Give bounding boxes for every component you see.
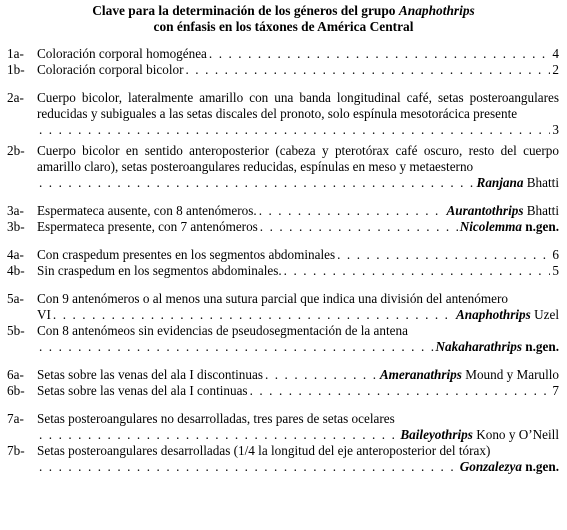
title-line-1	[0, 3, 567, 19]
title-text: Clave para la determinación de los géneros del grupo	[92, 3, 399, 18]
entry-text: Setas sobre las venas del ala I continuas	[37, 383, 248, 398]
entry-result	[436, 339, 560, 355]
genus-name: Gonzalezya	[459, 459, 522, 474]
entry-text: Con 8 antenómeos sin evidencias de pseudosegmentación de la antena	[37, 323, 408, 338]
entry-result	[477, 175, 559, 191]
entry-text: Coloración corporal homogénea	[37, 46, 207, 61]
leader-dots	[259, 203, 445, 219]
genus-author: n.gen.	[521, 219, 559, 234]
entry-text: Con 9 antenómeros o al menos una sutura parcial que indica una división del antenómero	[37, 291, 508, 306]
entry-result	[400, 427, 559, 443]
key-title	[0, 0, 567, 35]
genus-name: Ameranathrips	[379, 367, 462, 382]
entry-result	[460, 219, 559, 235]
key-entry	[0, 367, 567, 383]
entry-number: 7a-	[7, 411, 24, 426]
genus-name: Nicolemma	[459, 219, 522, 234]
couplet-3	[0, 203, 567, 235]
leader-dots	[39, 459, 458, 475]
entry-text: Sin craspedum en los segmentos abdominales.	[37, 263, 282, 278]
dichotomous-key	[0, 46, 567, 487]
key-entry	[0, 411, 567, 443]
key-entry	[0, 203, 567, 219]
entry-result	[446, 203, 559, 219]
genus-author: Uzel	[530, 307, 559, 322]
couplet-7	[0, 411, 567, 475]
genus-author: Bhatti	[523, 175, 559, 190]
entry-text: Cuerpo bicolor, lateralmente amarillo con una banda longitudinal café, setas posteroangulares reducidas y subiguales a las setas discales del pronoto, solo espínula mesotorácica presente	[37, 90, 559, 121]
couplet-2	[0, 90, 567, 191]
entry-number: 3a-	[7, 203, 24, 218]
entry-text: Espermateca presente, con 7 antenómeros	[37, 219, 258, 234]
entry-number: 2b-	[7, 143, 25, 158]
key-entry	[0, 247, 567, 263]
key-entry	[0, 90, 567, 138]
entry-text-continued: VI	[37, 307, 51, 322]
entry-result	[460, 459, 559, 475]
key-entry	[0, 62, 567, 78]
key-entry	[0, 263, 567, 279]
entry-text: Setas posteroangulares no desarrolladas, tres pares de setas ocelares	[37, 411, 395, 426]
entry-number: 5b-	[7, 323, 25, 338]
entry-lead: 4	[552, 46, 559, 61]
key-entry	[0, 143, 567, 191]
genus-name: Ranjana	[476, 175, 524, 190]
entry-lead: 2	[552, 62, 559, 77]
leader-dots	[39, 175, 475, 191]
title-line-2: con énfasis en los táxones de América Central	[153, 19, 414, 34]
genus-name: Baileyothrips	[400, 427, 473, 442]
entry-text: Setas sobre las venas del ala I discontinuas	[37, 367, 263, 382]
entry-number: 4a-	[7, 247, 24, 262]
entry-lead: 6	[552, 247, 559, 262]
entry-lead: 5	[552, 263, 559, 278]
leader-dots	[260, 219, 458, 235]
couplet-6	[0, 367, 567, 399]
genus-name: Nakaharathrips	[435, 339, 522, 354]
leader-dots	[250, 383, 551, 399]
entry-number: 6b-	[7, 383, 25, 398]
entry-text: Coloración corporal bicolor	[37, 62, 184, 77]
entry-number: 3b-	[7, 219, 25, 234]
leader-dots	[209, 46, 550, 62]
entry-number: 7b-	[7, 443, 25, 458]
genus-author: n.gen.	[521, 459, 559, 474]
entry-text: Setas posteroangulares desarrolladas (1/4 la longitud del eje anteroposterior del tórax)	[37, 443, 491, 458]
entry-result	[456, 307, 559, 323]
entry-number: 6a-	[7, 367, 24, 382]
key-entry	[0, 383, 567, 399]
entry-text: Cuerpo bicolor en sentido anteroposterior (cabeza y pterotórax café oscuro, resto del cuerpo amarillo claro), setas posteroangulares reducidas, espínulas en meso y metaesterno	[37, 143, 559, 174]
genus-name: Anaphothrips	[456, 307, 531, 322]
leader-dots	[39, 339, 434, 355]
couplet-5	[0, 291, 567, 355]
leader-dots	[284, 263, 551, 279]
couplet-1	[0, 46, 567, 78]
entry-number: 1b-	[7, 62, 25, 77]
leader-dots	[39, 122, 550, 138]
key-entry	[0, 219, 567, 235]
couplet-4	[0, 247, 567, 279]
leader-dots	[185, 62, 550, 78]
entry-number: 4b-	[7, 263, 25, 278]
genus-author: Kono y O’Neill	[472, 427, 559, 442]
entry-lead: 3	[552, 122, 559, 137]
leader-dots	[39, 427, 398, 443]
entry-text: Con craspedum presentes en los segmentos abdominales	[37, 247, 336, 262]
key-entry	[0, 443, 567, 475]
genus-name: Aurantothrips	[446, 203, 524, 218]
key-entry	[0, 46, 567, 62]
entry-result	[380, 367, 559, 383]
leader-dots	[53, 307, 454, 323]
key-entry	[0, 291, 567, 323]
leader-dots	[265, 367, 378, 383]
entry-text: Espermateca ausente, con 8 antenómeros.	[37, 203, 257, 218]
title-genus: Anaphothrips	[398, 3, 475, 18]
genus-author: Mound y Marullo	[461, 367, 559, 382]
genus-author: n.gen.	[521, 339, 559, 354]
entry-number: 1a-	[7, 46, 24, 61]
key-entry	[0, 323, 567, 355]
leader-dots	[337, 247, 550, 263]
entry-number: 2a-	[7, 90, 24, 105]
entry-lead: 7	[552, 383, 559, 398]
entry-number: 5a-	[7, 291, 24, 306]
genus-author: Bhatti	[523, 203, 559, 218]
